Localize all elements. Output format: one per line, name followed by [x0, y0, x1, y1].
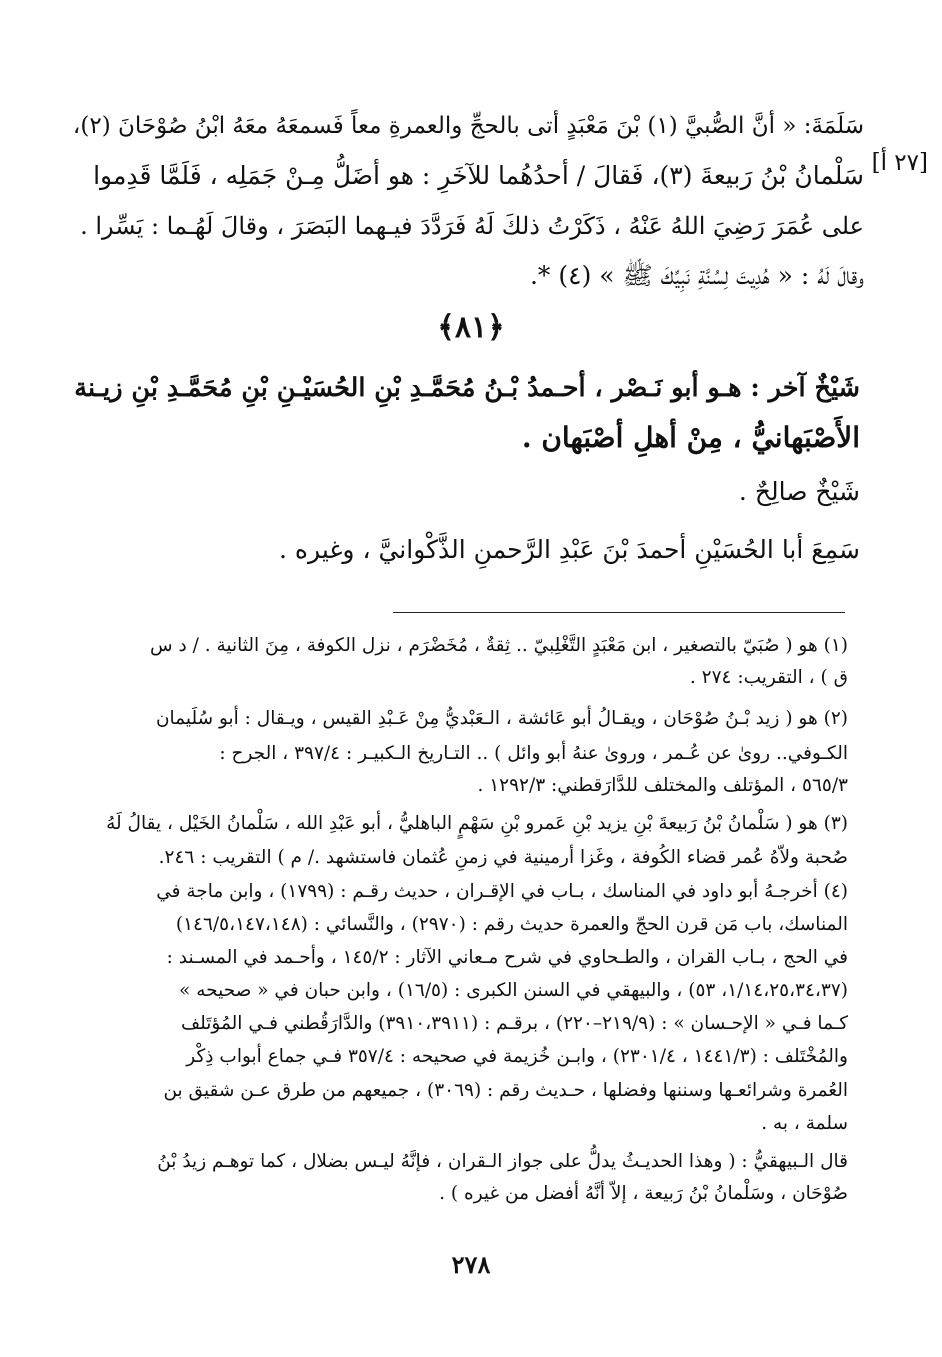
footnote-line: والمُخْتَلف : (١٤٤١/٣ ، ٢٣٠١/٤) ، وابـن خُزيمة في صحيحه : ٣٥٧/٤ فـي جماع أبواب ذِكْر: [186, 1046, 848, 1067]
footnote-line: في الحج ، بـاب القران ، والطـحاوي في شرح مـعاني الآثار : ١٤٥/٢ ، وأحـمد في المسـند :: [166, 947, 848, 968]
footnote-line: صُحبة ولاّهُ عُمر قضاء الكُوفة ، وغَزا أرمينية في زمنِ عُثمان فاستشهد ./ م ) التقريب : ٢٤٦.: [158, 847, 848, 868]
entry-description: شَيْخٌ صالِحٌ .: [738, 477, 860, 506]
footnote-line: سلمة ، به .: [761, 1113, 848, 1134]
footnote-line: (١/١٤،٢٥،٣٤،٣٧، ٥٣) ، والبيهقي في السنن الكبرى : (١٦/٥) ، وابن حبان في « صحيحه »: [179, 980, 848, 1001]
intro-line-4: وقالَ لَهُ : « هُدِيتَ لِسُنَّةِ نَبِيِّكَ ﷺ » (٤) *.: [529, 261, 864, 290]
entry-narration: سَمِعَ أبا الحُسَيْنِ أحمدَ بْنَ عَبْدِ الرَّحمنِ الذَّكْوانيَّ ، وغيره .: [279, 535, 860, 564]
section-number: ﴿٨١﴾: [437, 310, 505, 345]
intro-line-2: سَلْمانُ بْنُ رَبيعةَ (٣)، فَقالَ / أحدُهُما للآخَرِ : هو أضَلُّ مِـنْ جَمَلِه ، فَلَمَّا قَدِموا: [93, 161, 864, 190]
page-number: ٢٧٨: [451, 1250, 491, 1279]
footnote-line: كـما فـي « الإحـسان » : (٢١٩/٩–٢٢٠) ، برقـم : (٣٩١٠،٣٩١١) والدَّارَقُطني فـي المُؤتَلف: [180, 1013, 848, 1034]
footnote-line: (١) هو ( صُبَيّ بالتصغير ، ابن مَعْبَدٍ التَّغْلِبيّ .. ثِقةٌ ، مُخَضْرَم ، نزل الكوفة ، مِنَ الثانية . / د س: [150, 635, 848, 656]
folio-marker: [٢٧ أ]: [871, 150, 928, 176]
footnote-divider: [393, 612, 845, 613]
entry-heading-line-1: شَيْخٌ آخر : هـو أبو نَـصْر ، أحـمدُ بْـنُ مُحَمَّـدِ بْنِ الحُسَيْـنِ بْنِ مُحَمَّـدِ بْنِ زيـنة: [74, 373, 860, 403]
entry-heading-line-2: الأَصْبَهانيُّ ، مِنْ أهلِ أصْبَهان .: [521, 421, 860, 454]
footnote-line: (٢) هو ( زيد بْـنُ صُوْحَان ، ويقـالُ أبو عَائشة ، الـعَبْديُّ مِنْ عَـبْدِ القيس ، ويـقال : أبو سُلَيمان: [155, 708, 848, 729]
footnote-line: المناسك، باب مَن قرن الحجّ والعمرة حديث رقم : (٢٩٧٠) ، والنَّسائي : (١٤٦/٥،١٤٧،١٤٨): [175, 914, 848, 935]
footnote-line: قال الـبيهقيُّ : ( وهذا الحديـثُ يدلُّ على جواز الـقران ، فإنَّهُ ليـس بضلال ، كما توهـم زيدُ بْنُ: [157, 1151, 848, 1172]
footnote-line: العُمرة وشرائعـها وسننها وفضلها ، حـديث رقم : (٣٠٦٩) ، جميعهم من طرق عـن شقيق بن: [163, 1080, 848, 1101]
footnote-line: صُوْحَان ، وسَلْمانُ بْنُ رَبيعة ، إلاّ أنَّهُ أفضل من غيره ) .: [439, 1183, 848, 1204]
footnote-line: (٤) أخرجـهُ أبو داود في المناسك ، بـاب في الإقـران ، حديث رقـم : (١٧٩٩) ، وابن ماجة في: [156, 881, 848, 902]
intro-line-1: سَلَمَةَ: « أنَّ الصُّبيَّ (١) بْنَ مَعْبَدٍ أتى بالحجِّ والعمرةِ معاً فَسمعَهُ معَهُ ابْنُ صُوْحَانَ (٢)،: [72, 113, 864, 139]
footnote-line: ٥٦٥/٣ ، المؤتلف والمختلف للدَّارَقطني: ١٢٩٢/٣ .: [477, 775, 848, 796]
footnote-line: ق ) ، التقريب: ٢٧٤ .: [689, 667, 848, 688]
intro-line-3: على عُمَرَ رَضِيَ اللهُ عَنْهُ ، ذَكَرْتُ ذلكَ لَهُ فَرَدَّدَ فيـهما البَصَرَ ، وقالَ لَهُـما : يَسِّرا .: [80, 212, 864, 240]
footnote-line: الكـوفي.. روىٰ عن عُـمر ، وروىٰ عنهُ أبو وائل ) .. التـاريخ الـكبيـر : ٣٩٧/٤ ، الجرح :: [219, 743, 848, 764]
footnote-line: (٣) هو ( سَلْمانُ بْنُ رَبيعةَ بْنِ يزيد بْنِ عَمرو بْنِ سَهْمٍ الباهليُّ ، أبو عَبْدِ الله ، سَلْمانُ الخَيْل ، يقالُ لَهُ: [106, 813, 848, 834]
